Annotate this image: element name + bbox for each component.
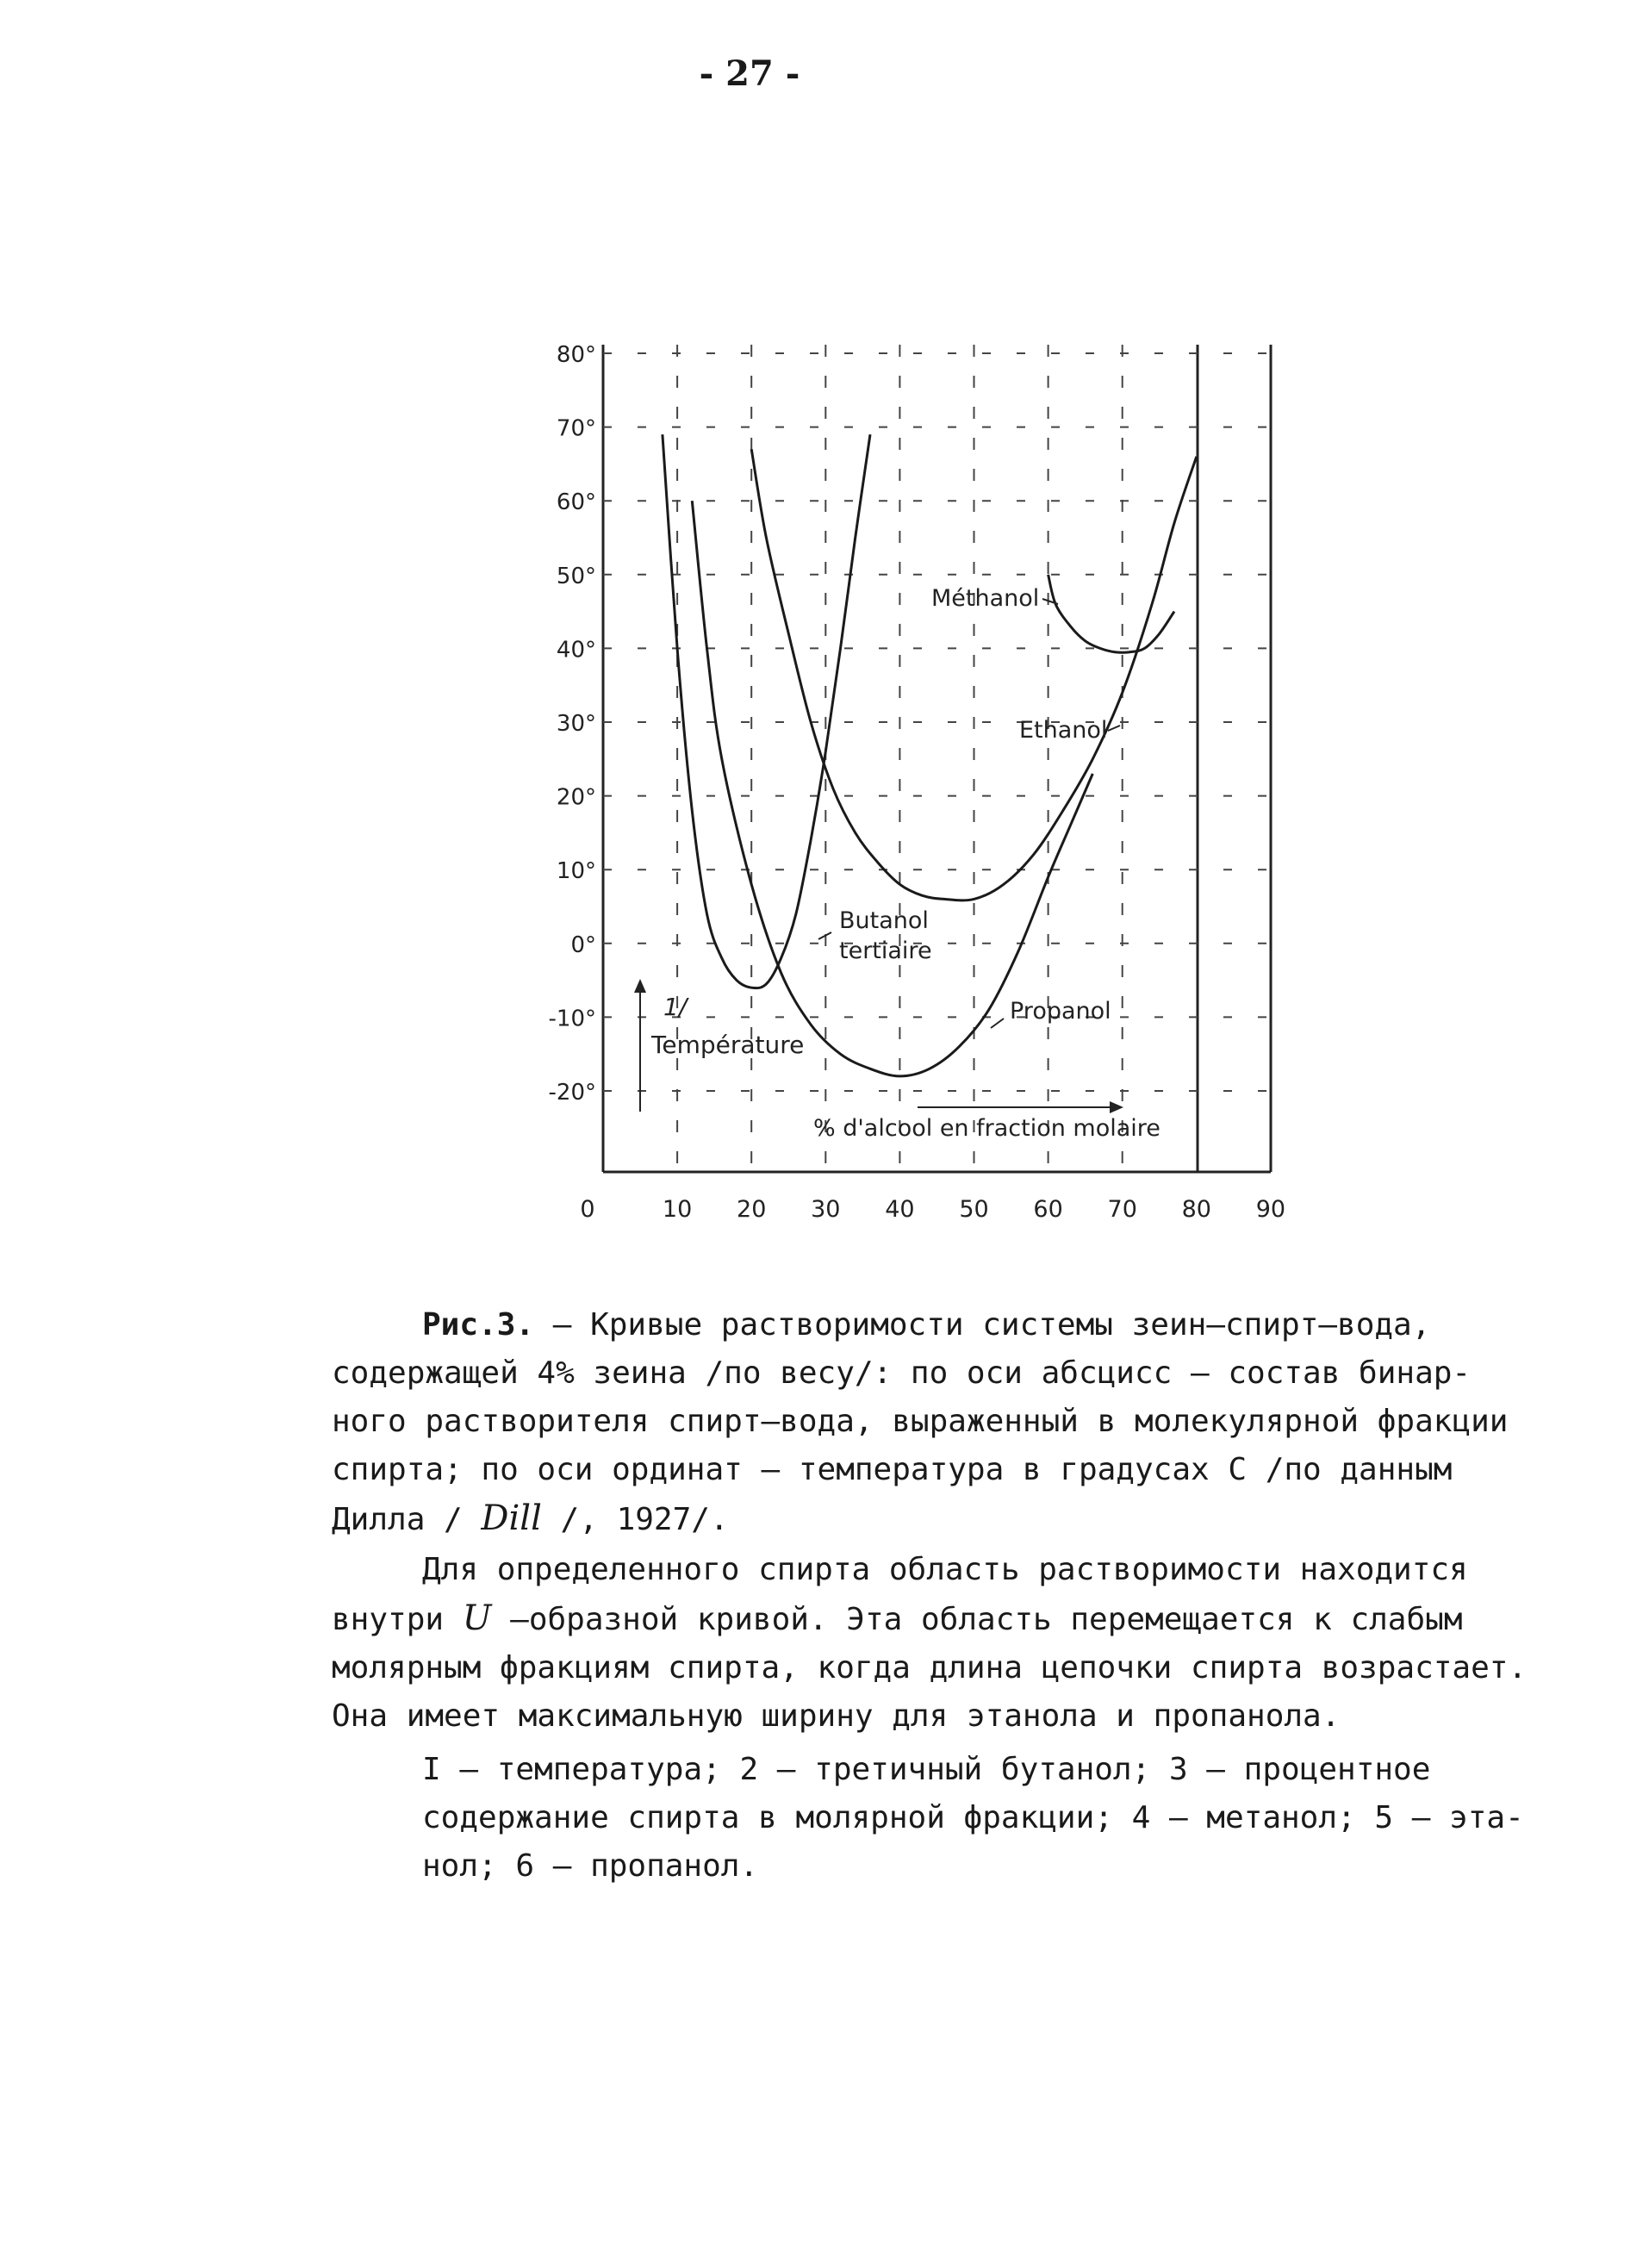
pointer-ethanol [1108,726,1120,731]
label-ethanol: Ethanol [1019,717,1108,744]
x-tick-70: 70 [1107,1196,1137,1223]
caption-line-4: спирта; по оси ординат – температура в градусах С /по данным [332,1452,1453,1487]
legend-line-2: содержание спирта в молярной фракции; 4 – метанол; 5 – эта- [422,1800,1524,1835]
page-number: - 27 - [699,53,800,94]
y-tick--20: -20° [548,1080,596,1106]
y-tick-10: 10° [556,858,596,885]
solubility-figure [534,319,1292,1224]
x-axis-arrowhead [1110,1101,1123,1113]
x-tick-0: 0 [580,1196,595,1223]
label-butanol-line1: Butanol [839,907,929,934]
y-tick-labels [549,342,596,1106]
label-propanol: Propanol [1010,998,1111,1025]
paragraph-2-line-2 [332,1594,1598,1644]
label-methanol: Méthanol [931,585,1040,612]
y-tick-60: 60° [556,489,596,516]
caption-line-1 [332,1301,1598,1349]
label-butanol-line2: tertiaire [839,938,932,964]
y-tick-70: 70° [556,415,596,442]
handwritten-u: U [462,1598,492,1638]
legend-line-3: нол; 6 – пропанол. [422,1848,759,1884]
pointer-propanol [991,1019,1004,1028]
paragraph-2-line-3: молярным фракциям спирта, когда длина цепочки спирта возрастает. [332,1650,1528,1685]
x-tick-80: 80 [1181,1196,1211,1223]
handwritten-name: Dill [481,1498,542,1538]
curves [663,434,1197,1076]
x-tick-labels [580,1196,1285,1223]
figure-caption [332,1301,1598,1891]
caption-line-5 [332,1494,1598,1544]
caption-label: Рис.3. [422,1307,535,1343]
curve-ethanol [751,449,1197,900]
y-tick--10: -10° [548,1006,596,1032]
y-tick-50: 50° [556,563,596,589]
caption-line5-prefix: Дилла / [332,1502,463,1537]
x-tick-40: 40 [885,1196,915,1223]
x-tick-60: 60 [1033,1196,1063,1223]
y-tick-30: 30° [556,711,596,737]
legend-line-1: I – температура; 2 – третичный бутанол; 3 – процентное [422,1752,1431,1787]
x-tick-30: 30 [811,1196,841,1223]
curve-méthanol [1049,575,1174,652]
paragraph-2-line-4: Она имеет максимальную ширину для этанола и пропанола. [332,1698,1341,1734]
x-tick-50: 50 [959,1196,989,1223]
x-tick-10: 10 [662,1196,693,1223]
y-axis-arrowhead [634,979,646,993]
paragraph-2-line-1: Для определенного спирта область растворимости находится [422,1552,1468,1587]
y-tick-80: 80° [556,342,596,368]
caption-line-3: ного растворителя спирт–вода, выраженный в молекулярной фракции [332,1404,1509,1439]
handwritten-mark: 1/ [663,993,688,1021]
y-tick-40: 40° [556,637,596,664]
paragraph-2-line2-rest: –образной кривой. Эта область перемещается к слабым [510,1602,1463,1637]
paragraph-2-prefix: внутри [332,1602,445,1637]
caption-line1-text: – Кривые растворимости системы зеин–спирт–вода, [552,1307,1431,1343]
y-axis-title: Température [651,1031,805,1059]
x-axis-title: % d'alcool en fraction molaire [813,1115,1161,1142]
x-tick-20: 20 [737,1196,767,1223]
y-tick-20: 20° [556,784,596,811]
caption-line5-suffix: /, 1927/. [560,1502,729,1537]
caption-line-2: содержащей 4% зеина /по весу/: по оси абсцисс – состав бинар- [332,1355,1472,1391]
x-tick-90: 90 [1255,1196,1286,1223]
y-tick-0: 0° [570,932,596,958]
